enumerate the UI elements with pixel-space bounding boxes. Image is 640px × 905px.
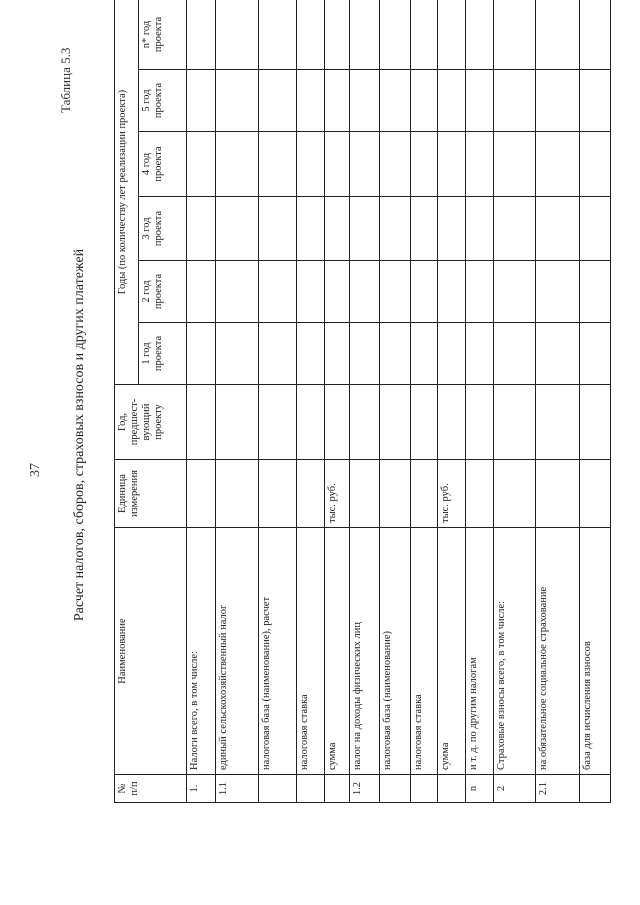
value-cell [187, 323, 216, 385]
row-unit [380, 460, 411, 528]
row-name: налоговая база (наименование), расчет [259, 528, 297, 775]
value-cell [325, 0, 350, 70]
value-cell [580, 70, 611, 132]
value-cell [411, 0, 438, 70]
header-num: № п/п [115, 775, 187, 803]
value-cell [297, 261, 325, 323]
row-name: Налоги всего, в том числе: [187, 528, 216, 775]
value-cell [350, 132, 380, 197]
value-cell [536, 0, 580, 70]
row-num [380, 775, 411, 803]
value-cell [325, 70, 350, 132]
value-cell [216, 261, 259, 323]
value-cell [350, 261, 380, 323]
row-unit: тыс. руб. [438, 460, 466, 528]
row-num: n [466, 775, 494, 803]
table-row [259, 0, 297, 803]
value-cell [325, 323, 350, 385]
value-cell [494, 323, 536, 385]
value-cell [494, 261, 536, 323]
value-cell [536, 132, 580, 197]
value-cell [350, 70, 380, 132]
value-cell [411, 323, 438, 385]
row-name: и т. д. по другим налогам [466, 528, 494, 775]
header-year-1: 1 год проекта [139, 323, 187, 385]
row-unit [536, 460, 580, 528]
value-cell [259, 0, 297, 70]
row-unit [259, 460, 297, 528]
table-row [187, 0, 216, 803]
value-cell [580, 0, 611, 70]
value-cell [350, 197, 380, 261]
value-cell [380, 197, 411, 261]
row-name: база для исчисления взносов [580, 528, 611, 775]
value-cell [494, 70, 536, 132]
value-cell [466, 132, 494, 197]
value-cell [297, 323, 325, 385]
row-name: Страховые взносы всего, в том числе: [494, 528, 536, 775]
header-unit: Единица измерения [115, 460, 187, 528]
value-cell [187, 70, 216, 132]
row-num [580, 775, 611, 803]
value-cell [494, 385, 536, 460]
value-cell [325, 261, 350, 323]
table-title: Расчет налогов, сборов, страховых взносов и других платежей [72, 248, 87, 622]
header-year-2: 2 год проекта [139, 261, 187, 323]
row-num [411, 775, 438, 803]
table-row [411, 0, 438, 803]
row-name: налоговая ставка [411, 528, 438, 775]
row-unit [297, 460, 325, 528]
value-cell [187, 197, 216, 261]
value-cell [350, 323, 380, 385]
header-name: Наименование [115, 528, 187, 775]
value-cell [216, 132, 259, 197]
table-row [380, 0, 411, 803]
value-cell [380, 261, 411, 323]
value-cell [536, 385, 580, 460]
value-cell [438, 197, 466, 261]
header-year-3: 3 год проекта [139, 197, 187, 261]
value-cell [494, 0, 536, 70]
value-cell [438, 385, 466, 460]
value-cell [380, 0, 411, 70]
value-cell [216, 385, 259, 460]
value-cell [411, 70, 438, 132]
row-unit [216, 460, 259, 528]
value-cell [580, 385, 611, 460]
value-cell [438, 323, 466, 385]
header-years-group: Годы (по количеству лет реализации проекта) [115, 0, 139, 385]
value-cell [438, 70, 466, 132]
value-cell [466, 261, 494, 323]
value-cell [380, 385, 411, 460]
value-cell [411, 385, 438, 460]
row-unit [187, 460, 216, 528]
row-num: 1.2 [350, 775, 380, 803]
row-unit [466, 460, 494, 528]
table-number: Таблица 5.3 [58, 47, 73, 113]
row-name: сумма [325, 528, 350, 775]
value-cell [187, 385, 216, 460]
table-row [580, 0, 611, 803]
table-row [350, 0, 380, 803]
value-cell [411, 132, 438, 197]
header-prev-year: Год, предшест- вующий проекту [115, 385, 187, 460]
value-cell [536, 323, 580, 385]
row-num [438, 775, 466, 803]
value-cell [216, 197, 259, 261]
value-cell [297, 0, 325, 70]
table-row [466, 0, 494, 803]
value-cell [325, 197, 350, 261]
value-cell [259, 70, 297, 132]
row-num [325, 775, 350, 803]
value-cell [411, 197, 438, 261]
value-cell [494, 132, 536, 197]
value-cell [536, 197, 580, 261]
table-row [325, 0, 350, 803]
value-cell [350, 0, 380, 70]
value-cell [325, 132, 350, 197]
value-cell [536, 70, 580, 132]
value-cell [466, 385, 494, 460]
value-cell [259, 323, 297, 385]
value-cell [187, 261, 216, 323]
value-cell [438, 261, 466, 323]
row-name: сумма [438, 528, 466, 775]
value-cell [580, 323, 611, 385]
header-year-n: n* год проекта [139, 0, 187, 70]
value-cell [216, 323, 259, 385]
row-name: единый сельскохозяйственный налог [216, 528, 259, 775]
value-cell [438, 132, 466, 197]
value-cell [380, 132, 411, 197]
row-unit: тыс. руб. [325, 460, 350, 528]
value-cell [466, 197, 494, 261]
value-cell [187, 132, 216, 197]
value-cell [259, 132, 297, 197]
row-unit [350, 460, 380, 528]
value-cell [494, 197, 536, 261]
value-cell [325, 385, 350, 460]
table-row [536, 0, 580, 803]
table-row [297, 0, 325, 803]
header-year-4: 4 год проекта [139, 132, 187, 197]
tax-table [114, 0, 611, 803]
value-cell [380, 323, 411, 385]
value-cell [297, 132, 325, 197]
value-cell [259, 197, 297, 261]
value-cell [380, 70, 411, 132]
table-row [438, 0, 466, 803]
value-cell [466, 323, 494, 385]
row-unit [494, 460, 536, 528]
value-cell [466, 0, 494, 70]
value-cell [297, 70, 325, 132]
row-name: налог на доходы физических лиц [350, 528, 380, 775]
value-cell [350, 385, 380, 460]
page-number: 37 [28, 463, 43, 477]
row-unit [580, 460, 611, 528]
value-cell [438, 0, 466, 70]
row-unit [411, 460, 438, 528]
value-cell [580, 132, 611, 197]
value-cell [466, 70, 494, 132]
row-num: 2 [494, 775, 536, 803]
header-year-5: 5 год проекта [139, 70, 187, 132]
row-name: налоговая ставка [297, 528, 325, 775]
table-row [216, 0, 259, 803]
value-cell [259, 261, 297, 323]
row-name: налоговая база (наименование) [380, 528, 411, 775]
table-row [494, 0, 536, 803]
row-num: 1.1 [216, 775, 259, 803]
value-cell [216, 70, 259, 132]
row-num [297, 775, 325, 803]
value-cell [536, 261, 580, 323]
value-cell [216, 0, 259, 70]
value-cell [297, 385, 325, 460]
row-num: 2.1 [536, 775, 580, 803]
value-cell [580, 261, 611, 323]
value-cell [411, 261, 438, 323]
value-cell [297, 197, 325, 261]
value-cell [187, 0, 216, 70]
row-name: на обязательное социальное страхование [536, 528, 580, 775]
value-cell [580, 197, 611, 261]
row-num: 1. [187, 775, 216, 803]
value-cell [259, 385, 297, 460]
row-num [259, 775, 297, 803]
